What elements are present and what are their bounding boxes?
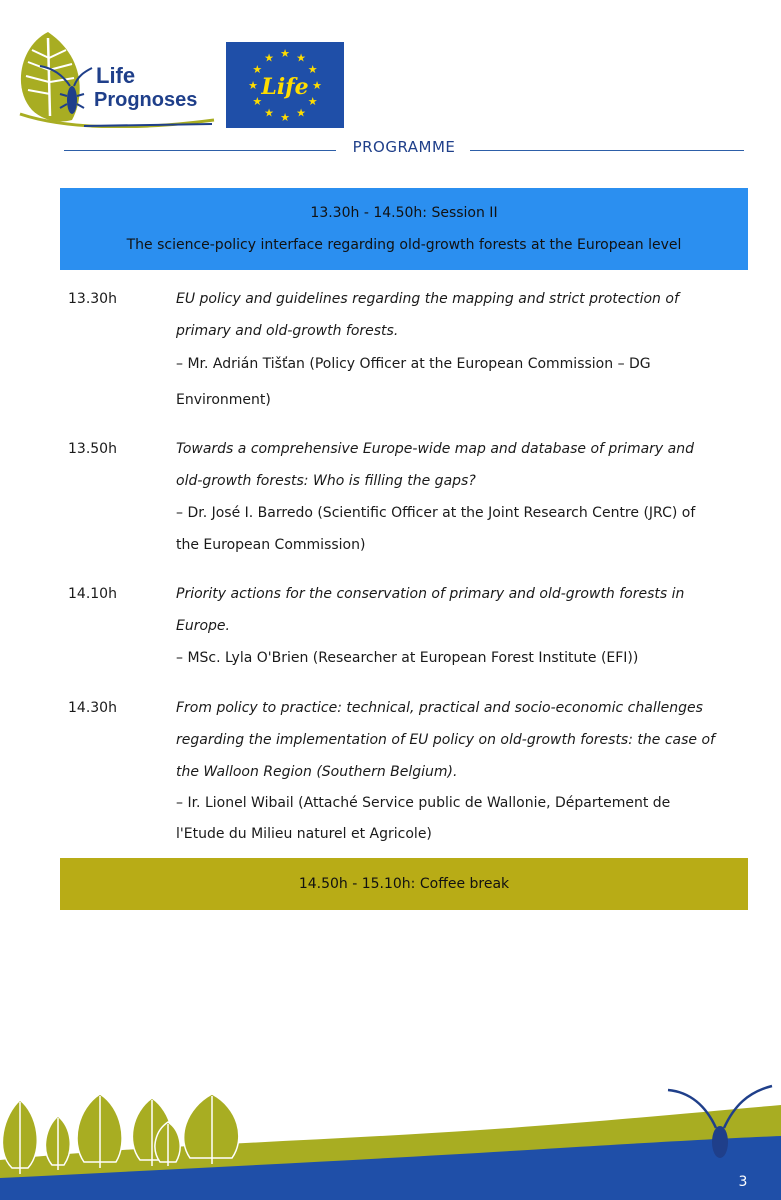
agenda-speaker-line: – Mr. Adrián Tišťan (Policy Officer at the European Commission – DG [176,356,651,372]
agenda-speaker-line: the European Commission) [176,537,366,553]
session-banner [60,188,748,270]
eu-logo-text: Life [261,74,309,100]
eu-star-icon: ★ [296,51,306,65]
agenda-title-line: Priority actions for the conservation of primary and old-growth forests in [176,586,685,602]
eu-star-icon: ★ [264,51,274,65]
agenda-time: 14.30h [68,700,117,716]
session-title: 13.30h - 14.50h: Session II [310,205,498,221]
agenda-title-line: old-growth forests: Who is filling the gaps? [176,473,476,489]
brand-line1: Life [96,63,136,88]
eu-star-icon: ★ [296,106,306,120]
divider-left [64,150,336,151]
agenda-title-line: regarding the implementation of EU policy on old-growth forests: the case of [176,732,715,748]
eu-star-icon: ★ [307,95,318,108]
eu-stars-icon [226,42,344,128]
eu-star-icon: ★ [280,111,290,124]
agenda-speaker-line: l'Etude du Milieu naturel et Agricole) [176,826,432,842]
footer-forest-illustration [0,1050,781,1200]
session-subtitle: The science-policy interface regarding old-growth forests at the European level [126,237,682,253]
eu-star-icon: ★ [252,63,263,76]
life-prognoses-logo [14,28,219,128]
agenda-title-line: From policy to practice: technical, practical and socio-economic challenges [176,700,703,716]
agenda-time: 13.30h [68,291,117,307]
brand-line2: Prognoses [94,89,198,111]
agenda-time: 14.10h [68,586,117,602]
agenda-speaker-line: – Ir. Lionel Wibail (Attaché Service public de Wallonie, Département de [176,795,671,811]
page-number: 3 [738,1174,748,1190]
divider-right [470,150,744,151]
eu-star-icon: ★ [280,47,290,60]
section-label: PROGRAMME [352,138,456,156]
eu-life-logo [226,42,344,128]
agenda-speaker-line: – MSc. Lyla O'Brien (Researcher at European Forest Institute (EFI)) [176,650,639,666]
coffee-break-label: 14.50h - 15.10h: Coffee break [298,876,510,892]
agenda-title-line: primary and old-growth forests. [176,323,399,339]
agenda-title-line: the Walloon Region (Southern Belgium). [176,764,458,780]
agenda-title-line: Europe. [176,618,230,634]
eu-star-icon: ★ [307,63,318,76]
agenda-speaker-line: Environment) [176,392,271,408]
agenda-title-line: Towards a comprehensive Europe-wide map and database of primary and [176,441,694,457]
agenda-title-line: EU policy and guidelines regarding the mapping and strict protection of [176,291,679,307]
eu-star-icon: ★ [312,79,322,92]
agenda-time: 13.50h [68,441,117,457]
eu-star-icon: ★ [252,95,263,108]
eu-star-icon: ★ [248,79,258,92]
eu-star-icon: ★ [264,106,274,120]
agenda-speaker-line: – Dr. José I. Barredo (Scientific Officer at the Joint Research Centre (JRC) of [176,505,696,521]
